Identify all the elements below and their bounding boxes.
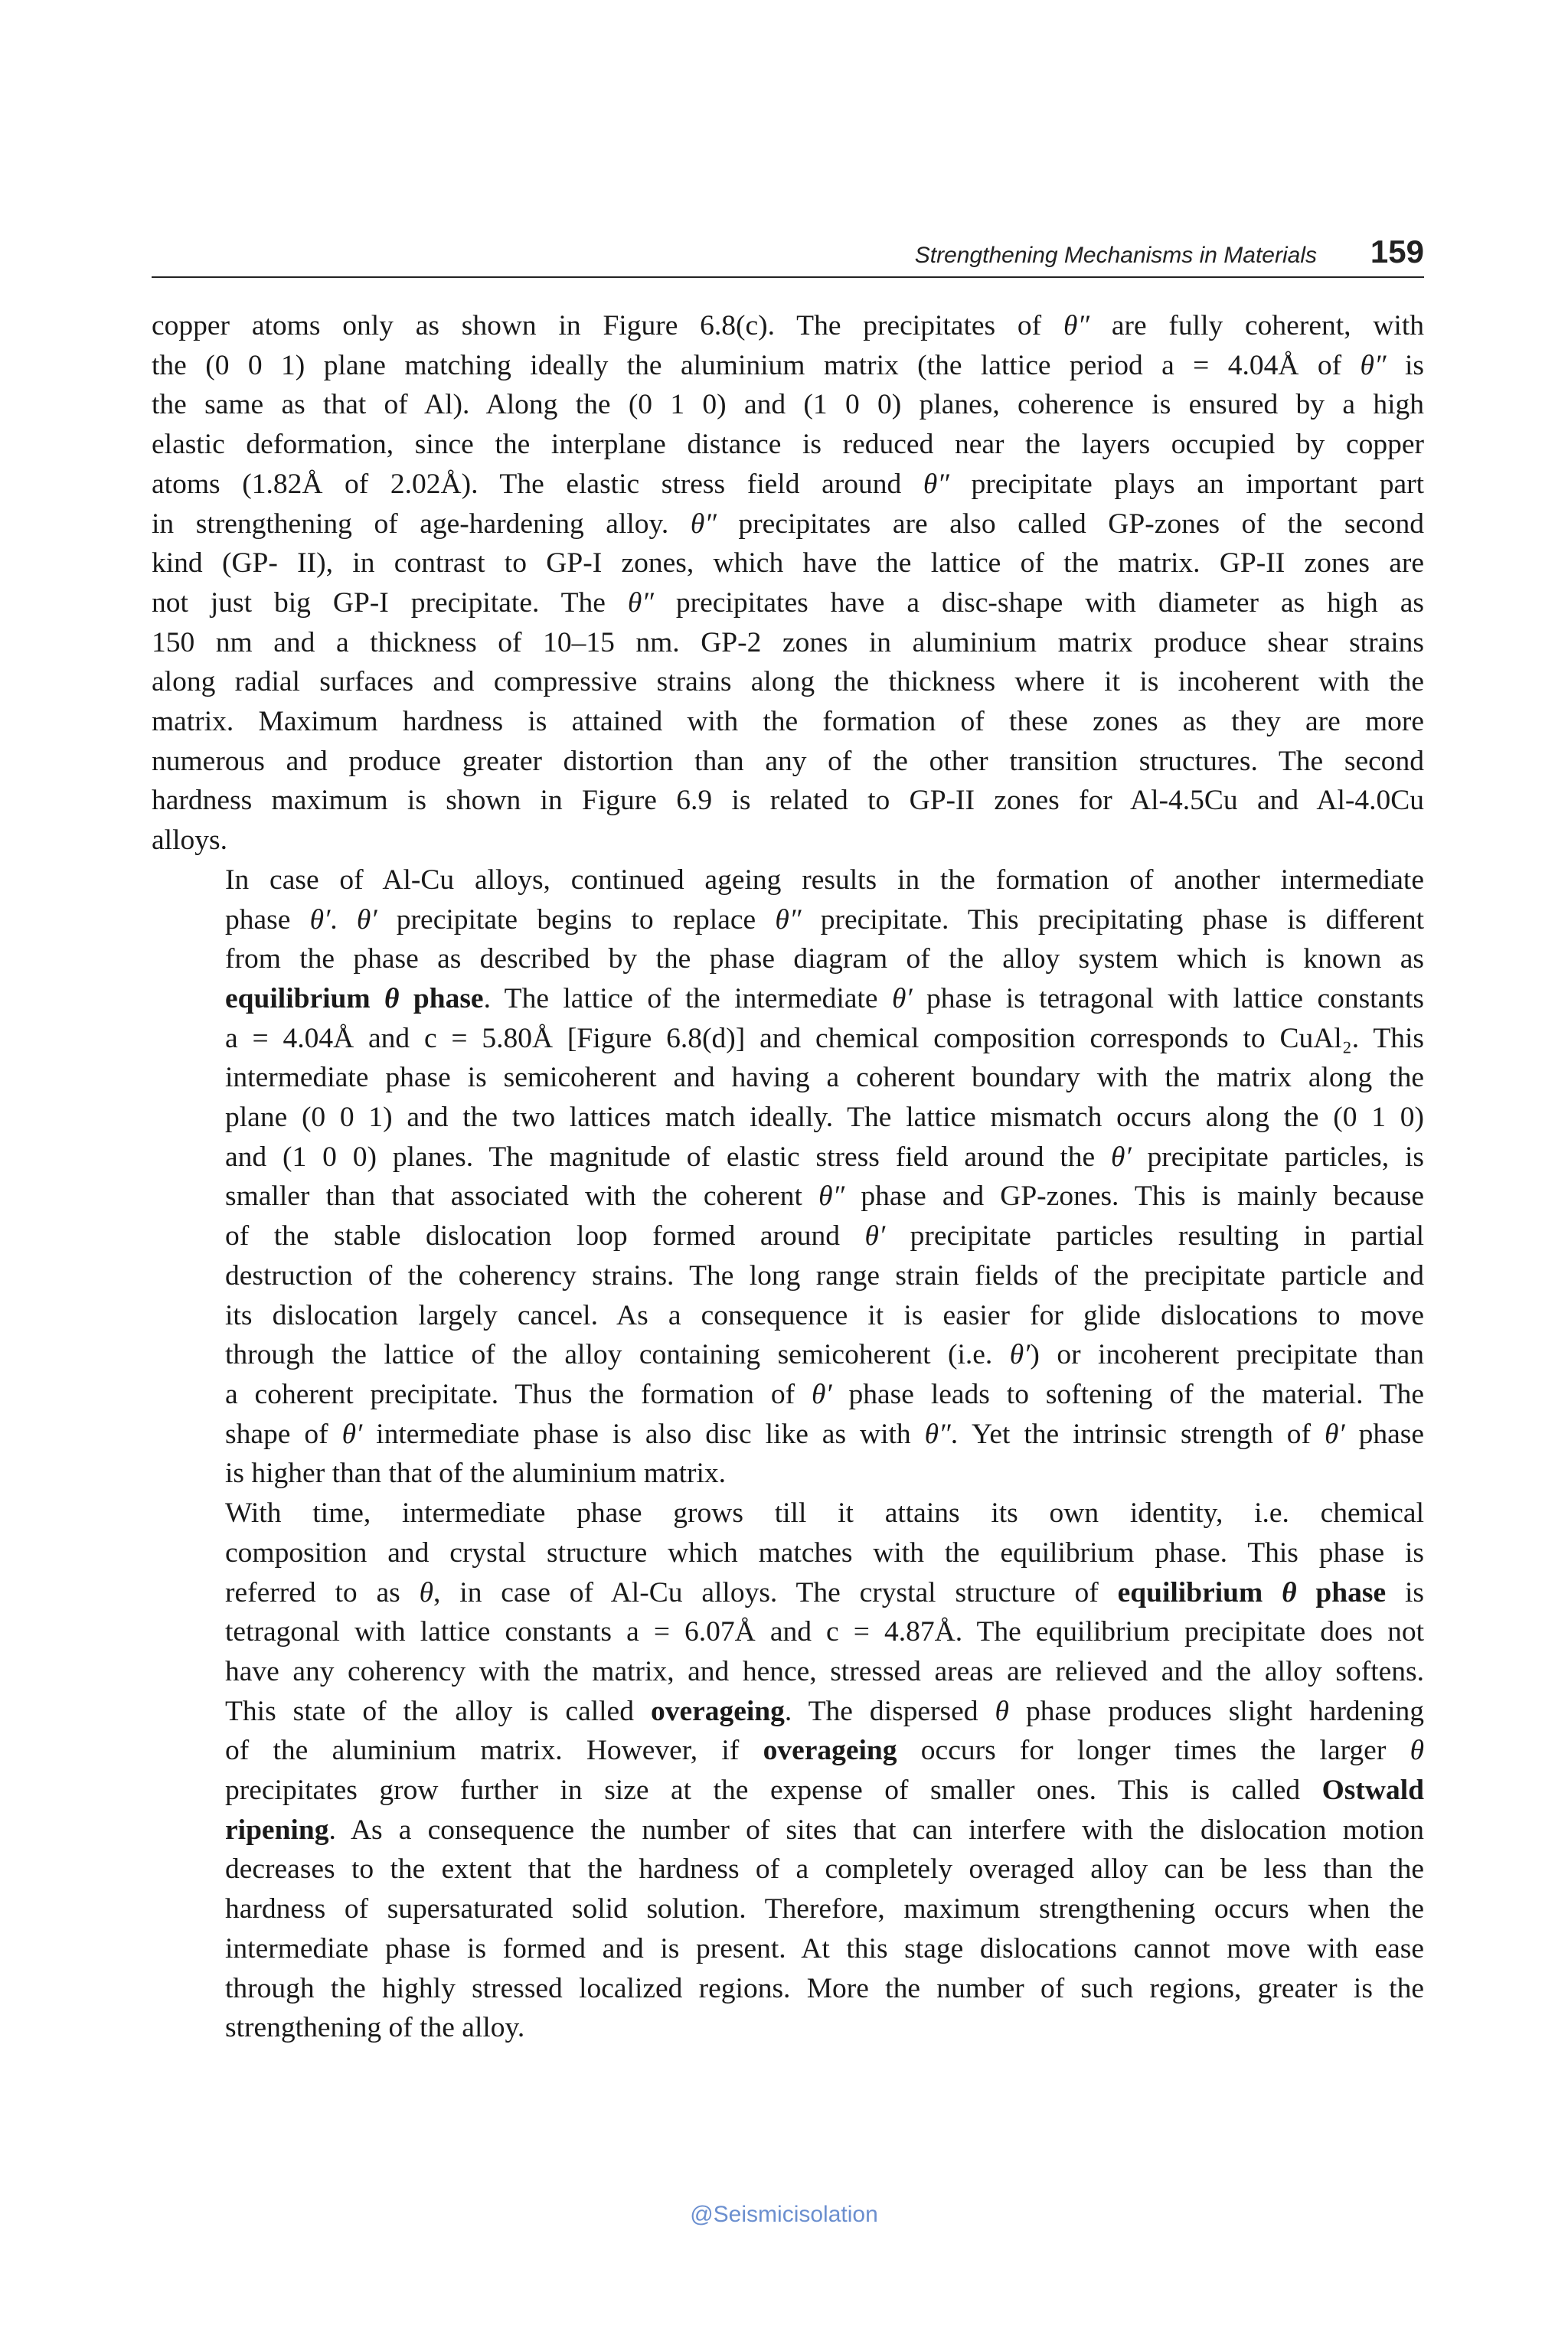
text-line: referred to as θ, in case of Al-Cu alloys. The crystal structure of equilibrium θ phase is — [225, 1576, 1424, 1608]
text-line: the (0 0 1) plane matching ideally the aluminium matrix (the lattice period a = 4.04Å of θ″ is — [152, 349, 1424, 381]
text-line: is higher than that of the aluminium matrix. — [225, 1458, 727, 1490]
text-line: numerous and produce greater distortion than any of the other transition structures. The second — [152, 745, 1424, 777]
text-line: phase θ′. θ′ precipitate begins to replace θ″ precipitate. This precipitating phase is different — [225, 903, 1424, 936]
text-line: tetragonal with lattice constants a = 6.07Å and c = 4.87Å. The equilibrium precipitate does not — [225, 1616, 1424, 1648]
text-line: decreases to the extent that the hardness of a completely overaged alloy can be less than the — [225, 1853, 1424, 1886]
text-line: hardness of supersaturated solid solution. Therefore, maximum strengthening occurs when the — [225, 1893, 1424, 1925]
page-header — [152, 234, 1424, 278]
paragraph-1 — [152, 306, 1424, 861]
text-line: have any coherency with the matrix, and hence, stressed areas are relieved and the alloy softens. — [225, 1655, 1424, 1687]
paragraph-3 — [152, 1494, 1424, 2048]
text-line: a = 4.04Å and c = 5.80Å [Figure 6.8(d)] and chemical composition corresponds to CuAl₂. This — [225, 1022, 1424, 1054]
text-line: hardness maximum is shown in Figure 6.9 is related to GP-II zones for Al-4.5Cu and Al-4.0Cu — [152, 785, 1424, 817]
text-line: This state of the alloy is called overageing. The dispersed θ phase produces slight hardening — [225, 1695, 1424, 1727]
running-title: Strengthening Mechanisms in Materials — [914, 243, 1317, 268]
text-line: destruction of the coherency strains. The long range strain fields of the precipitate particle and — [225, 1259, 1424, 1292]
text-line: its dislocation largely cancel. As a consequence it is easier for glide dislocations to move — [225, 1299, 1424, 1331]
text-line: and (1 0 0) planes. The magnitude of elastic stress field around the θ′ precipitate particles, is — [225, 1141, 1424, 1173]
text-line: 150 nm and a thickness of 10–15 nm. GP-2 zones in aluminium matrix produce shear strains — [152, 626, 1424, 658]
text-line: from the phase as described by the phase diagram of the alloy system which is known as — [225, 943, 1424, 975]
text-line: the same as that of Al). Along the (0 1 0) and (1 0 0) planes, coherence is ensured by a high — [152, 389, 1424, 421]
text-line: through the highly stressed localized regions. More the number of such regions, greater is the — [225, 1972, 1424, 2004]
text-line: in strengthening of age-hardening alloy. θ″ precipitates are also called GP-zones of the second — [152, 508, 1424, 540]
text-line: With time, intermediate phase grows till it attains its own identity, i.e. chemical — [225, 1497, 1424, 1530]
text-line: through the lattice of the alloy containing semicoherent (i.e. θ′) or incoherent precipitate than — [225, 1339, 1424, 1371]
text-line: of the aluminium matrix. However, if overageing occurs for longer times the larger θ — [225, 1735, 1424, 1767]
text-line: intermediate phase is semicoherent and having a coherent boundary with the matrix along the — [225, 1062, 1424, 1094]
text-line: intermediate phase is formed and is present. At this stage dislocations cannot move with ease — [225, 1932, 1424, 1964]
page-number: 159 — [1370, 234, 1424, 269]
body-text — [152, 306, 1424, 2048]
paragraph-2 — [152, 861, 1424, 1494]
footer-watermark: @Seismicisolation — [690, 2202, 878, 2227]
text-line: equilibrium θ phase. The lattice of the intermediate θ′ phase is tetragonal with lattice constants — [225, 982, 1425, 1014]
text-line: composition and crystal structure which matches with the equilibrium phase. This phase is — [225, 1537, 1424, 1569]
text-line: not just big GP-I precipitate. The θ″ precipitates have a disc-shape with diameter as high as — [152, 586, 1424, 619]
text-line: precipitates grow further in size at the expense of smaller ones. This is called Ostwald — [225, 1775, 1424, 1807]
text-line: atoms (1.82Å of 2.02Å). The elastic stress field around θ″ precipitate plays an important part — [152, 468, 1424, 500]
text-line: alloys. — [152, 825, 227, 857]
text-line: copper atoms only as shown in Figure 6.8(c). The precipitates of θ″ are fully coherent, with — [152, 310, 1424, 341]
text-line: of the stable dislocation loop formed around θ′ precipitate particles resulting in partial — [225, 1220, 1424, 1252]
text-line: matrix. Maximum hardness is attained with the formation of these zones as they are more — [152, 706, 1424, 738]
text-line: kind (GP- II), in contrast to GP-I zones, which have the lattice of the matrix. GP-II zones are — [152, 547, 1424, 580]
text-line: elastic deformation, since the interplane distance is reduced near the layers occupied by copper — [152, 429, 1424, 461]
text-line: a coherent precipitate. Thus the formation of θ′ phase leads to softening of the material. The — [225, 1378, 1424, 1410]
text-line: shape of θ′ intermediate phase is also disc like as with θ″. Yet the intrinsic strength of θ′ phase — [225, 1418, 1424, 1450]
text-line: ripening. As a consequence the number of sites that can interfere with the dislocation motion — [225, 1814, 1424, 1846]
text-line: strengthening of the alloy. — [225, 2012, 525, 2044]
text-line: along radial surfaces and compressive strains along the thickness where it is incoherent with the — [152, 666, 1424, 698]
text-line: smaller than that associated with the coherent θ″ phase and GP-zones. This is mainly because — [225, 1181, 1424, 1213]
text-line: In case of Al-Cu alloys, continued ageing results in the formation of another intermediate — [225, 864, 1424, 896]
text-line: plane (0 0 1) and the two lattices match ideally. The lattice mismatch occurs along the (0 1 0) — [225, 1102, 1424, 1134]
